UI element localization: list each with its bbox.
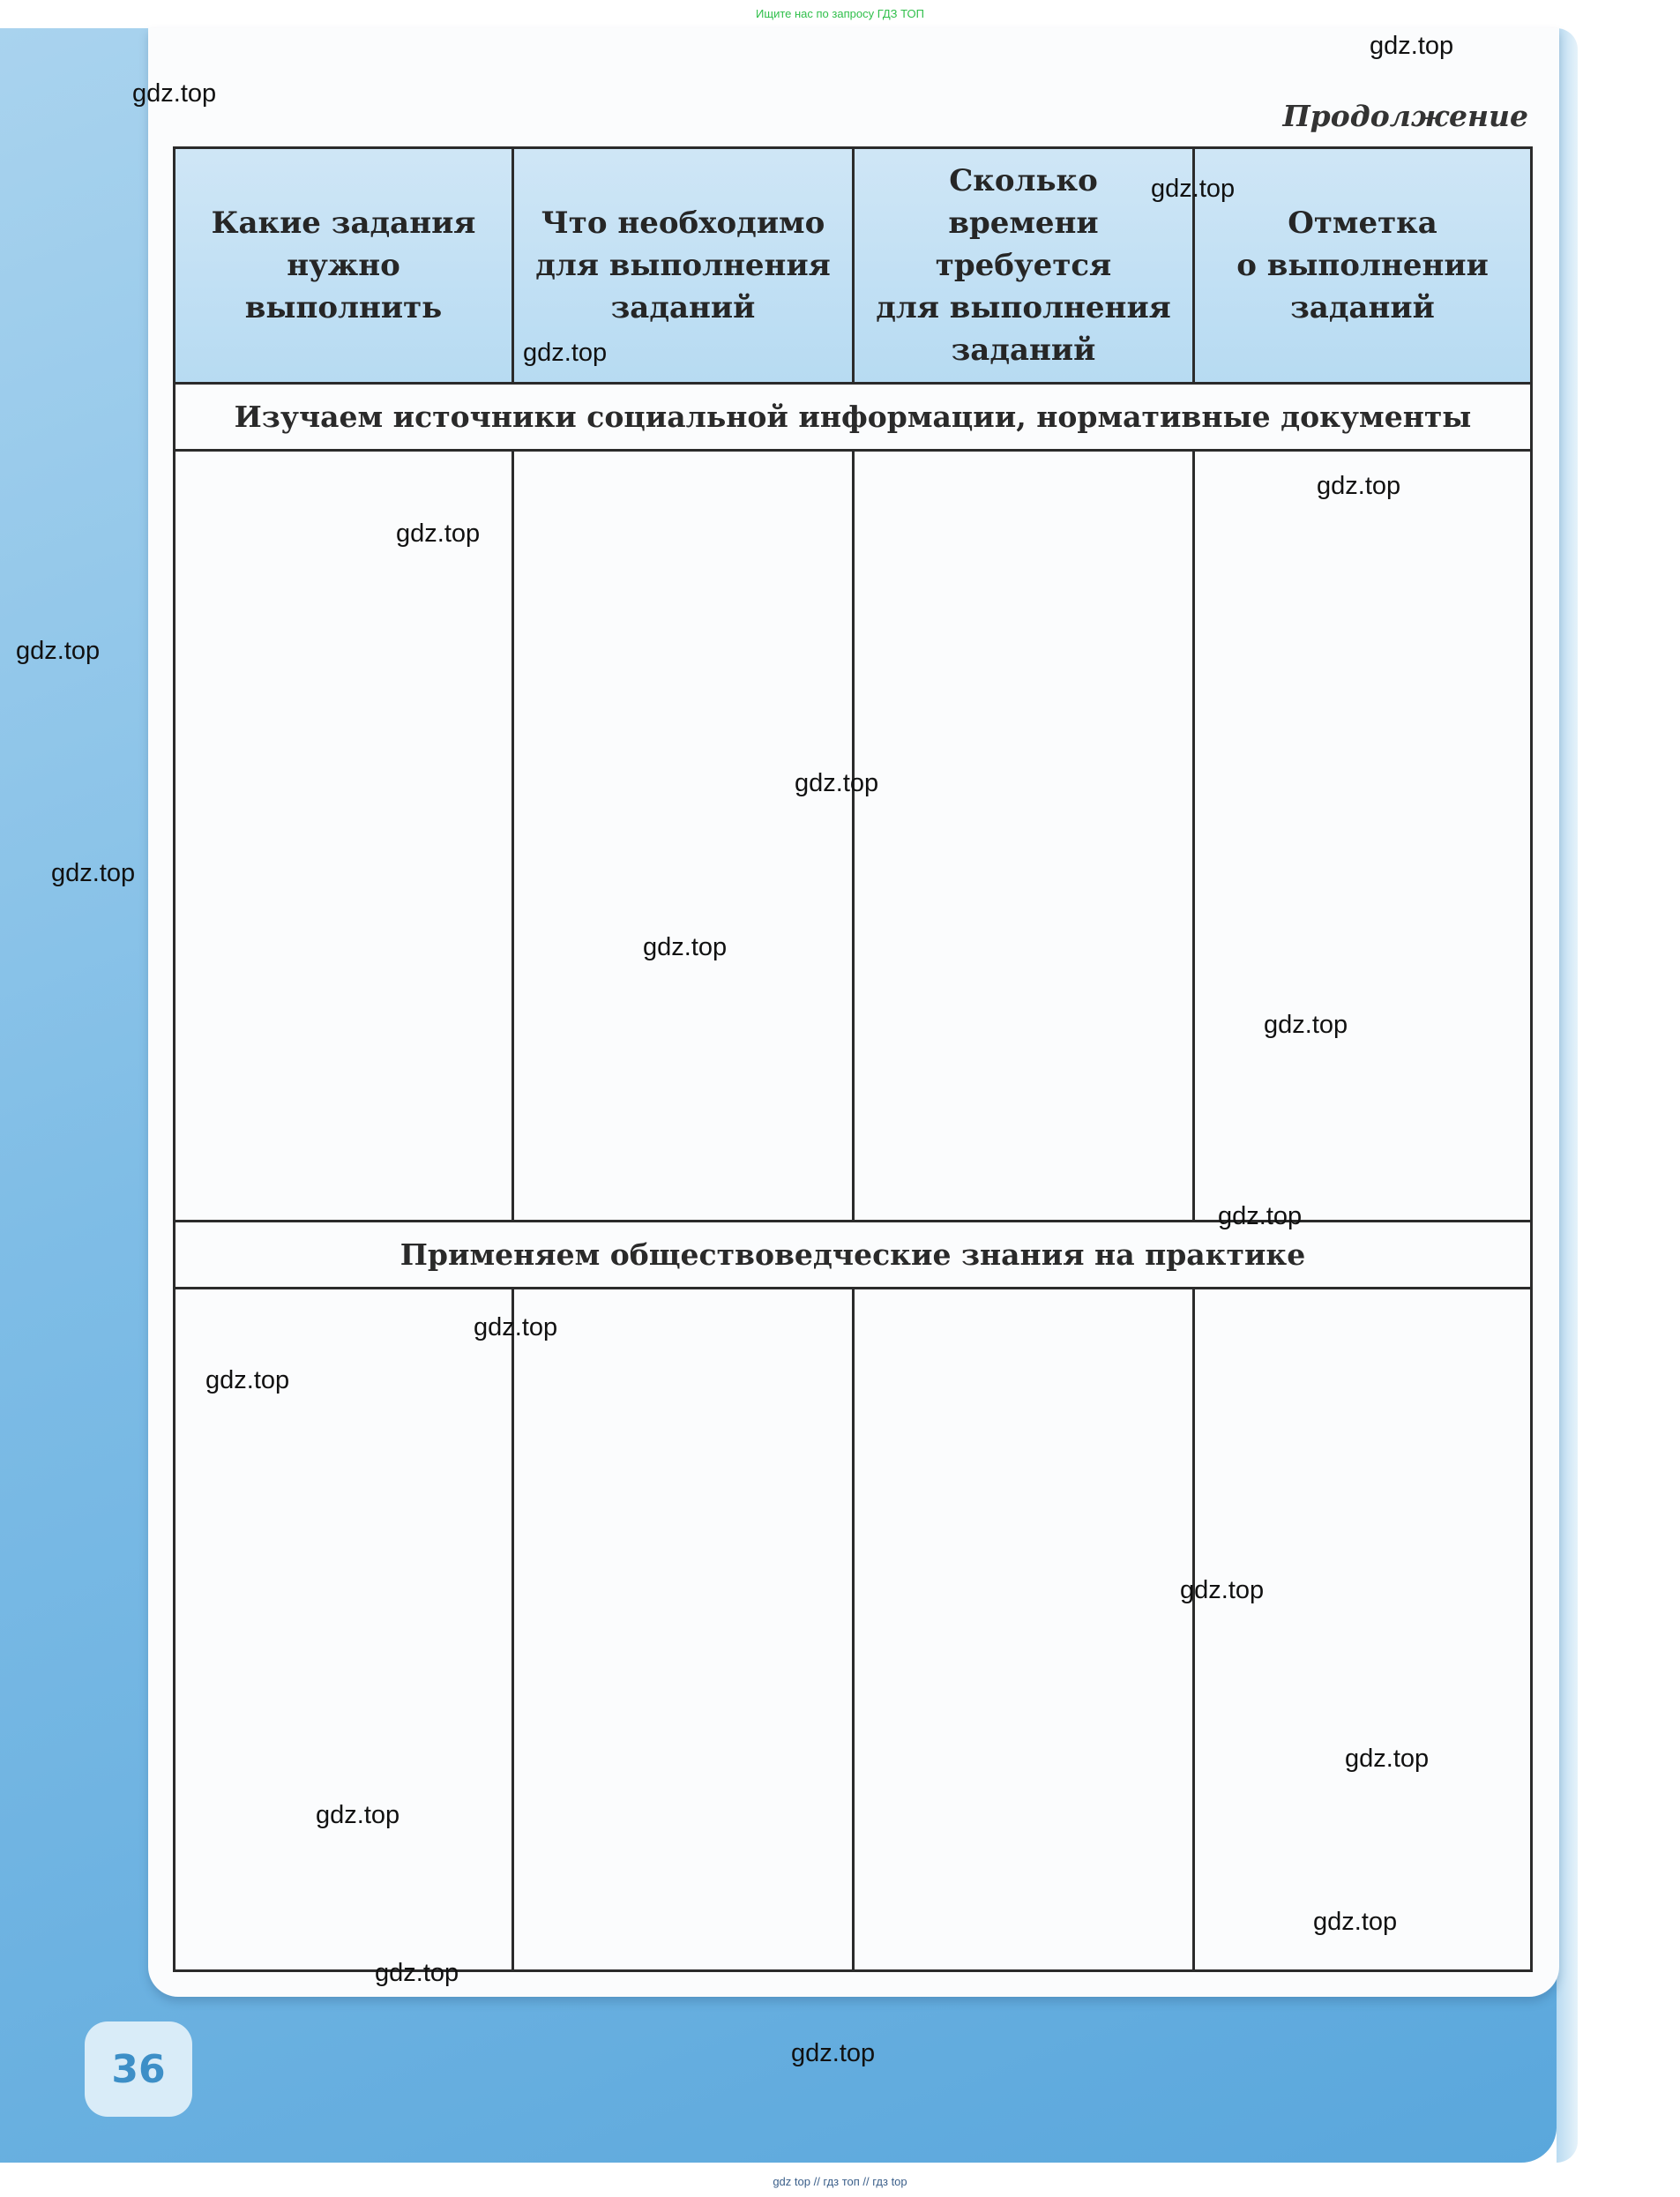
watermark: gdz.top	[1313, 1908, 1398, 1936]
watermark: gdz.top	[1370, 32, 1454, 60]
top-banner: Ищите нас по запросу ГДЗ ТОП	[756, 7, 924, 20]
watermark: gdz.top	[1151, 175, 1236, 203]
table-header-row	[175, 149, 1530, 385]
table-cell[interactable]	[514, 452, 855, 1220]
table-cell[interactable]	[855, 452, 1195, 1220]
watermark: gdz.top	[791, 2039, 876, 2067]
header-tasks: Какие задания нужно выполнить	[175, 149, 514, 382]
watermark: gdz.top	[795, 769, 879, 797]
table-cell[interactable]	[1195, 1289, 1530, 1969]
table-row-sources	[175, 452, 1530, 1222]
watermark: gdz.top	[1180, 1576, 1265, 1604]
table-cell[interactable]	[1195, 452, 1530, 1220]
watermark: gdz.top	[16, 637, 101, 665]
table-row-practice	[175, 1289, 1530, 1969]
watermark: gdz.top	[1345, 1745, 1430, 1773]
study-plan-table	[173, 146, 1533, 1972]
header-time-required: Сколько времени требуется для выполнения заданий	[855, 149, 1195, 382]
watermark: gdz.top	[316, 1801, 400, 1829]
header-completion-mark: Отметка о выполнении заданий	[1236, 206, 1489, 325]
watermark: gdz.top	[205, 1366, 290, 1394]
watermark: gdz.top	[643, 933, 728, 961]
watermark: gdz.top	[396, 519, 481, 548]
watermark: gdz.top	[1264, 1011, 1348, 1039]
header-requirements: Что необходимо для выполнения заданий	[514, 149, 855, 382]
section-row-sources: Изучаем источники социальной информации, нормативные документы	[175, 385, 1530, 452]
bottom-banner: gdz top // гдз топ // гдз top	[773, 2175, 907, 2188]
continuation-label: Продолжение	[1282, 99, 1528, 133]
watermark: gdz.top	[375, 1959, 459, 1987]
table-cell[interactable]	[175, 452, 514, 1220]
watermark: gdz.top	[474, 1313, 558, 1341]
table-cell[interactable]	[855, 1289, 1195, 1969]
watermark: gdz.top	[523, 339, 608, 367]
section-row-practice: Применяем обществоведческие знания на практике	[175, 1222, 1530, 1289]
watermark: gdz.top	[1317, 472, 1401, 500]
watermark: gdz.top	[1218, 1202, 1303, 1230]
table-cell[interactable]	[514, 1289, 855, 1969]
watermark: gdz.top	[132, 79, 217, 108]
page-number: 36	[85, 2021, 192, 2117]
watermark: gdz.top	[51, 859, 136, 887]
